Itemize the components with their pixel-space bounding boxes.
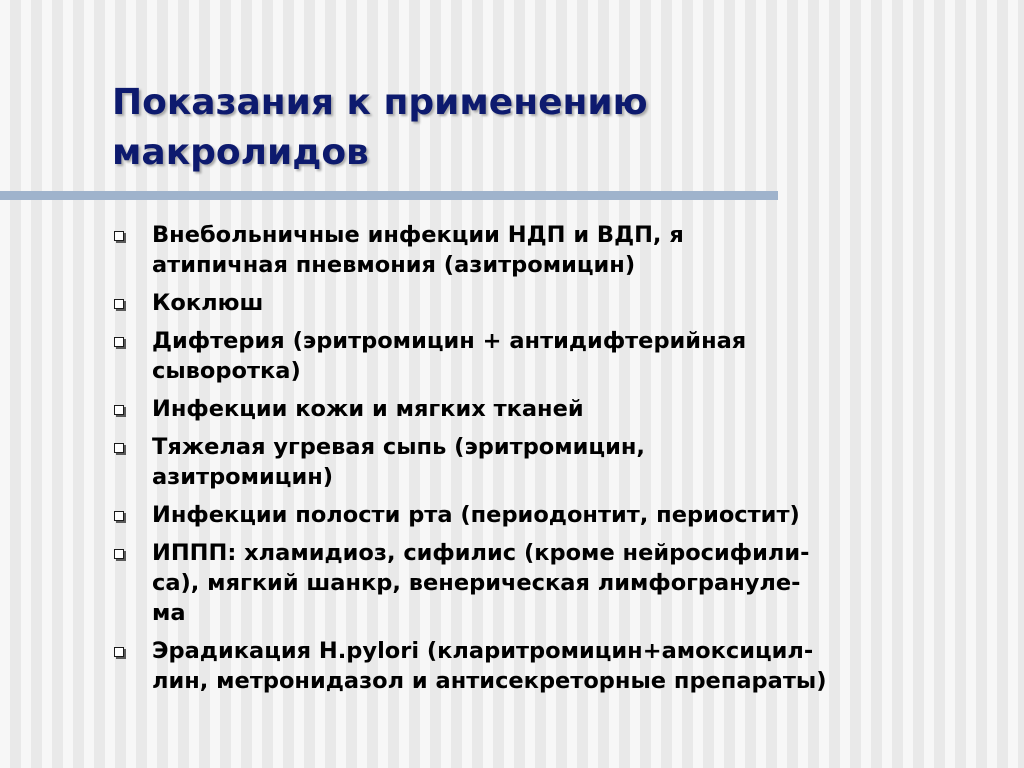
bullet-item [110,538,1010,628]
bullet-text: сыворотка) [152,358,301,384]
title-line: Показания к применению [112,82,648,123]
bullet-item [110,636,1010,696]
title-divider [0,191,778,200]
square-bullet-icon [114,549,124,559]
bullet-text: ИППП: хламидиоз, сифилис (кроме нейросифили- [152,540,810,566]
bullet-text: са), мягкий шанкр, венерическая лимфогрануле- [152,570,801,596]
bullet-list [110,220,1010,704]
bullet-text: Эрадикация H.pylori (кларитромицин+амоксицил- [152,638,814,664]
bullet-text: Инфекции кожи и мягких тканей [152,396,584,422]
square-bullet-icon [114,299,124,309]
bullet-item [110,220,1010,280]
bullet-text: ма [152,600,186,626]
bullet-item [110,288,1010,318]
bullet-text: лин, метронидазол и антисекреторные препараты) [152,668,827,694]
slide-title [112,78,972,178]
bullet-text: азитромицин) [152,464,334,490]
bullet-text: Дифтерия (эритромицин + антидифтерийная [152,328,747,354]
bullet-text: Коклюш [152,290,264,316]
bullet-text: Внебольничные инфекции НДП и ВДП, я [152,222,684,248]
square-bullet-icon [114,647,124,657]
bullet-item [110,326,1010,386]
bullet-item [110,432,1010,492]
square-bullet-icon [114,405,124,415]
bullet-item [110,500,1010,530]
square-bullet-icon [114,443,124,453]
title-line: макролидов [112,132,369,173]
bullet-text: Инфекции полости рта (периодонтит, периостит) [152,502,800,528]
bullet-item [110,394,1010,424]
square-bullet-icon [114,337,124,347]
square-bullet-icon [114,511,124,521]
bullet-text: атипичная пневмония (азитромицин) [152,252,636,278]
square-bullet-icon [114,231,124,241]
bullet-text: Тяжелая угревая сыпь (эритромицин, [152,434,645,460]
